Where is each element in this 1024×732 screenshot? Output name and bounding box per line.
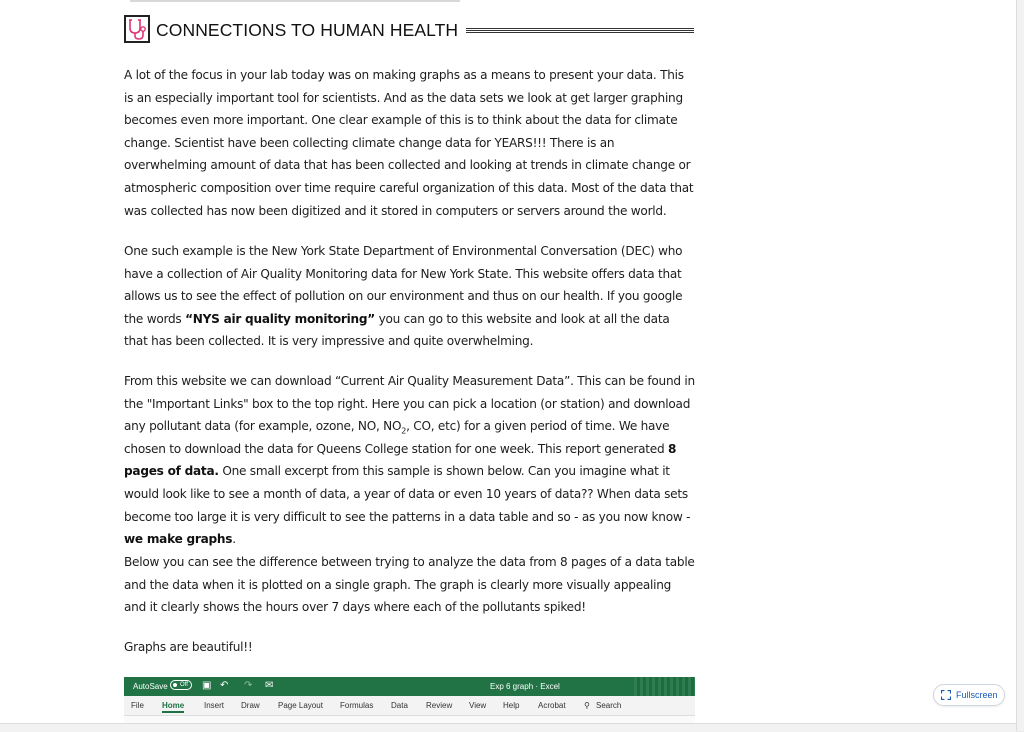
excel-search-icon: ⚲ — [584, 701, 590, 710]
excel-tab-page-layout: Page Layout — [278, 701, 323, 710]
excel-tab-draw: Draw — [241, 701, 260, 710]
undo-icon: ↶ — [220, 680, 229, 691]
excel-tab-data: Data — [391, 701, 408, 710]
vertical-scrollbar[interactable] — [1016, 0, 1024, 731]
top-divider — [130, 0, 460, 2]
excel-screenshot — [124, 677, 695, 723]
paint-icon: ✉ — [265, 680, 274, 691]
heading-double-rule — [466, 28, 694, 34]
stethoscope-icon — [124, 15, 150, 43]
expand-icon — [941, 690, 951, 700]
autosave-label: AutoSave — [133, 682, 168, 691]
excel-tab-view: View — [469, 701, 487, 710]
search-phrase: “NYS air quality monitoring” — [185, 311, 375, 326]
autosave-toggle: Off — [170, 680, 192, 690]
redo-icon: ↷ — [244, 680, 253, 691]
excel-tab-formulas: Formulas — [340, 701, 374, 710]
excel-tab-home: Home — [162, 701, 184, 713]
paragraph-compare: Below you can see the difference between trying to analyze the data from 8 pages of a data table and the data when it is plotted on a single graph. The graph is clearly more visually appealing and it clearly shows the hours over 7 days where each of the pollutants spiked! — [124, 555, 695, 615]
we-make-graphs-emphasis: we make graphs — [124, 532, 233, 547]
excel-tab-insert: Insert — [204, 701, 225, 710]
paragraph-dec: One such example is the New York State Department of Environmental Conversation (DEC) who have a collection of Air Quality Monitoring data for New York State. This website offers data that allows us to see the effect of pollution on our environment and thus on our health. If you google the words “NYS air quality monitoring” you can go to this website and look at all the data that has been collected. It is very impressive and quite overwhelming. — [124, 244, 683, 349]
excel-menu-bar — [124, 696, 695, 715]
paragraph-download: From this website we can download “Current Air Quality Measurement Data”. This can be found in the "Important Links" box to the top right. Here you can pick a location (or station) and download any pollutant data (for example, ozone, NO, $NO_2$, CO, etc) for a given period of time. We have chosen to download the data for Queens College station for one week. This report generated 8 pages of data. One small excerpt from this sample is shown below. Can you imagine what it would look like to see a month of data, a year of data or even 10 years of data?? When data sets become too large it is very difficult to see the patterns in a data table and so - as you now know - we make graphs. — [124, 374, 695, 547]
excel-title-decoration — [634, 677, 695, 696]
excel-search-label: Search — [596, 701, 622, 710]
excel-tab-help: Help — [503, 701, 520, 710]
excel-tab-acrobat: Acrobat — [538, 701, 566, 710]
excel-doc-name: Exp 6 graph · Excel — [490, 682, 560, 691]
heading-title: CONNECTIONS TO HUMAN HEALTH — [156, 20, 459, 40]
section-heading — [124, 14, 696, 46]
save-icon: ▣ — [202, 680, 212, 691]
excel-title-bar — [124, 677, 695, 696]
fullscreen-button[interactable] — [933, 684, 1005, 706]
fullscreen-label: Fullscreen — [956, 690, 998, 700]
excel-tab-review: Review — [426, 701, 453, 710]
paragraph-intro: A lot of the focus in your lab today was on making graphs as a means to present your data. This is an especially important tool for scientists. And as the data sets we look at get larger graphing becomes even more important. One clear example of this is to think about the data for climate change. Scientist have been collecting climate change data for YEARS!!! There is an overwhelming amount of data that has been collected and looking at trends in climate change or atmospheric composition over time require careful organization of this data. Most of the data that was collected has now been digitized and it stored in computers or servers around the world. — [124, 68, 694, 218]
pages-of-data-emphasis: 8 pages of data. — [124, 441, 677, 479]
excel-ribbon — [124, 715, 695, 723]
paragraph-closing: Graphs are beautiful!! — [124, 640, 253, 654]
excel-tab-file: File — [131, 701, 144, 710]
